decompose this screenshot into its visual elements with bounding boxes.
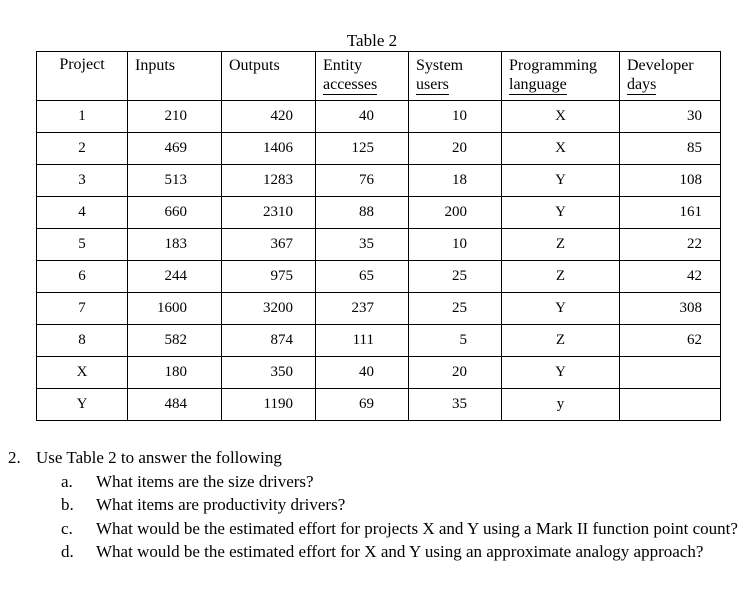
- cell-developer-days: 108: [620, 165, 721, 197]
- cell-programming-language: Y: [502, 165, 620, 197]
- part-text: What items are the size drivers?: [96, 471, 314, 491]
- part-letter: d.: [61, 542, 74, 561]
- cell-inputs: 1600: [128, 293, 222, 325]
- table-row: [37, 229, 721, 261]
- part-letter: b.: [61, 495, 74, 514]
- cell-developer-days: 22: [620, 229, 721, 261]
- cell-outputs: 1406: [222, 133, 316, 165]
- question-part: [61, 470, 738, 494]
- cell-entity-accesses: 35: [316, 229, 409, 261]
- cell-system-users: 20: [409, 357, 502, 389]
- cell-inputs: 484: [128, 389, 222, 421]
- cell-programming-language: X: [502, 133, 620, 165]
- cell-system-users: 18: [409, 165, 502, 197]
- cell-programming-language: Y: [502, 357, 620, 389]
- cell-entity-accesses: 40: [316, 101, 409, 133]
- cell-outputs: 975: [222, 261, 316, 293]
- cell-inputs: 210: [128, 101, 222, 133]
- cell-programming-language: Y: [502, 293, 620, 325]
- header-outputs: [222, 52, 316, 101]
- table-row: [37, 293, 721, 325]
- header-developer-line2: days: [627, 76, 657, 93]
- table-row: [37, 133, 721, 165]
- header-entity-accesses: [316, 52, 409, 101]
- header-programming-line2: language: [509, 76, 567, 93]
- cell-entity-accesses: 76: [316, 165, 409, 197]
- project-table: [36, 51, 721, 421]
- cell-developer-days: 161: [620, 197, 721, 229]
- header-developer-days: [620, 52, 721, 101]
- part-text: What would be the estimated effort for projects X and Y using a Mark II function point count?: [96, 518, 738, 538]
- cell-project: 1: [37, 101, 128, 133]
- table-row: [37, 357, 721, 389]
- part-letter: a.: [61, 471, 73, 491]
- table-caption: Table 2: [346, 31, 398, 50]
- header-row: [37, 52, 721, 101]
- cell-developer-days: 62: [620, 325, 721, 357]
- header-inputs: [128, 52, 222, 101]
- cell-developer-days: 42: [620, 261, 721, 293]
- cell-developer-days: 85: [620, 133, 721, 165]
- cell-system-users: 5: [409, 325, 502, 357]
- cell-entity-accesses: 40: [316, 357, 409, 389]
- cell-outputs: 350: [222, 357, 316, 389]
- cell-programming-language: X: [502, 101, 620, 133]
- table-row: [37, 165, 721, 197]
- cell-outputs: 2310: [222, 197, 316, 229]
- cell-outputs: 1190: [222, 389, 316, 421]
- cell-project: 4: [37, 197, 128, 229]
- cell-project: 3: [37, 165, 128, 197]
- header-programming-line1: Programming: [509, 57, 597, 74]
- question-part: [61, 540, 738, 564]
- part-text: What would be the estimated effort for X and Y using an approximate analogy approach?: [96, 542, 704, 561]
- table-row: [37, 325, 721, 357]
- cell-inputs: 660: [128, 197, 222, 229]
- table-body: [37, 101, 721, 421]
- cell-system-users: 25: [409, 293, 502, 325]
- cell-project: 2: [37, 133, 128, 165]
- question-text: Use Table 2 to answer the following: [36, 448, 282, 467]
- table-row: [37, 389, 721, 421]
- cell-outputs: 420: [222, 101, 316, 133]
- cell-inputs: 582: [128, 325, 222, 357]
- header-project: [37, 52, 128, 101]
- cell-programming-language: Z: [502, 261, 620, 293]
- cell-developer-days: [620, 357, 721, 389]
- cell-entity-accesses: 65: [316, 261, 409, 293]
- cell-programming-language: y: [502, 389, 620, 421]
- cell-inputs: 183: [128, 229, 222, 261]
- cell-inputs: 513: [128, 165, 222, 197]
- cell-entity-accesses: 69: [316, 389, 409, 421]
- header-system-line1: System: [416, 57, 464, 74]
- cell-system-users: 10: [409, 101, 502, 133]
- cell-inputs: 180: [128, 357, 222, 389]
- question-block: [8, 446, 738, 564]
- header-developer-line1: Developer: [627, 57, 694, 74]
- cell-inputs: 244: [128, 261, 222, 293]
- cell-project: 6: [37, 261, 128, 293]
- cell-project: 7: [37, 293, 128, 325]
- table-row: [37, 101, 721, 133]
- part-text: What items are productivity drivers?: [96, 495, 346, 514]
- cell-system-users: 35: [409, 389, 502, 421]
- header-outputs-label: Outputs: [229, 57, 280, 74]
- question-part: [61, 517, 738, 541]
- cell-entity-accesses: 88: [316, 197, 409, 229]
- question-part: [61, 493, 738, 517]
- table-row: [37, 197, 721, 229]
- cell-project: X: [37, 357, 128, 389]
- cell-outputs: 874: [222, 325, 316, 357]
- header-system-users: [409, 52, 502, 101]
- cell-system-users: 10: [409, 229, 502, 261]
- cell-entity-accesses: 237: [316, 293, 409, 325]
- header-entity-line1: Entity: [323, 57, 363, 74]
- cell-programming-language: Y: [502, 197, 620, 229]
- header-inputs-label: Inputs: [135, 57, 175, 74]
- cell-outputs: 3200: [222, 293, 316, 325]
- header-entity-line2: accesses: [323, 76, 378, 93]
- cell-project: Y: [37, 389, 128, 421]
- question-number: 2.: [8, 448, 21, 467]
- cell-system-users: 20: [409, 133, 502, 165]
- cell-project: 8: [37, 325, 128, 357]
- table-row: [37, 261, 721, 293]
- header-programming-language: [502, 52, 620, 101]
- cell-entity-accesses: 125: [316, 133, 409, 165]
- part-letter: c.: [61, 518, 73, 538]
- cell-developer-days: 30: [620, 101, 721, 133]
- header-system-line2: users: [416, 76, 449, 93]
- cell-programming-language: Z: [502, 229, 620, 261]
- cell-system-users: 200: [409, 197, 502, 229]
- cell-developer-days: [620, 389, 721, 421]
- question-parts: [8, 470, 738, 564]
- cell-programming-language: Z: [502, 325, 620, 357]
- cell-system-users: 25: [409, 261, 502, 293]
- cell-entity-accesses: 111: [316, 325, 409, 357]
- cell-outputs: 1283: [222, 165, 316, 197]
- header-project-label: Project: [59, 56, 105, 73]
- cell-project: 5: [37, 229, 128, 261]
- cell-developer-days: 308: [620, 293, 721, 325]
- cell-inputs: 469: [128, 133, 222, 165]
- cell-outputs: 367: [222, 229, 316, 261]
